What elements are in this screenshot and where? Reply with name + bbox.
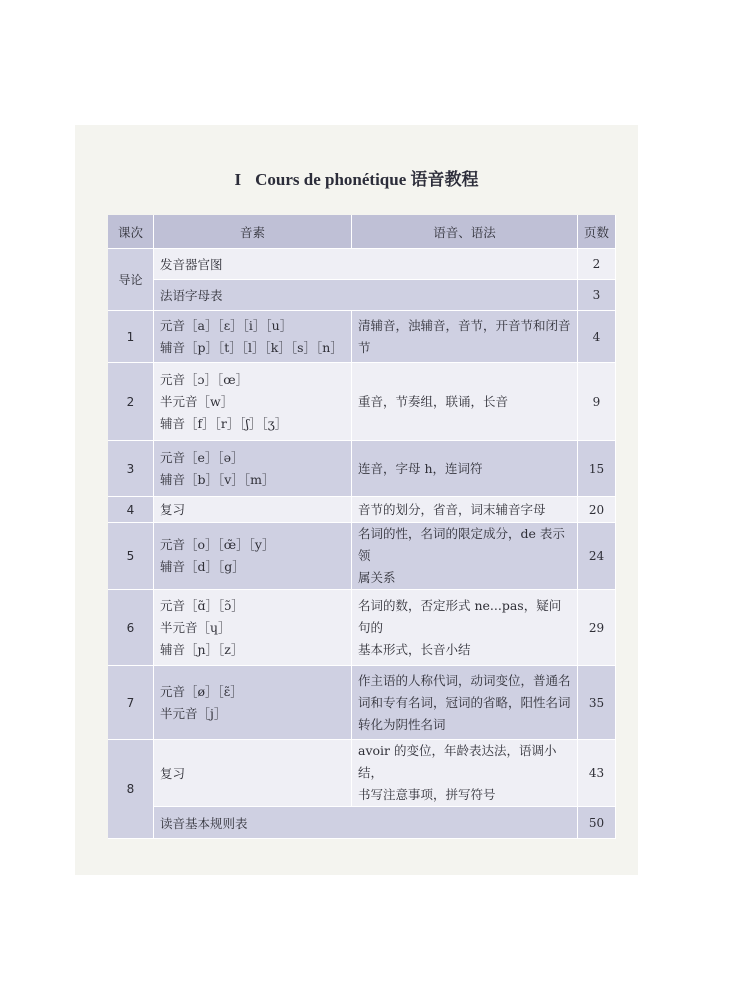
lesson-row <box>108 311 616 363</box>
phoneme-line: 辅音［b］［v］［m］ <box>160 471 275 487</box>
table-header-row <box>108 215 616 249</box>
grammar-line: avoir 的变位，年龄表达法，语调小结， <box>358 743 557 780</box>
phoneme-line: 辅音［d］［g］ <box>160 559 245 574</box>
lesson-number: 7 <box>108 666 154 740</box>
phoneme-line: 元音［ɑ̃］［ɔ̃］ <box>160 597 244 613</box>
lesson-page: 20 <box>578 497 616 523</box>
lesson-number: 3 <box>108 441 154 497</box>
grammar-line: 名词的数，否定形式 ne...pas，疑问句的 <box>358 597 562 635</box>
phoneme-line: 元音［o］［œ̃］［y］ <box>160 537 275 552</box>
lesson-number: 4 <box>108 497 154 523</box>
lesson-grammar <box>352 363 578 441</box>
grammar-line: 清辅音，浊辅音，音节，开音节和闭音节 <box>358 317 571 355</box>
lesson-grammar <box>352 666 578 740</box>
lesson-phonemes <box>154 590 352 666</box>
phoneme-line: 半元音［w］ <box>160 393 234 409</box>
lesson-8-review-row <box>108 740 616 807</box>
phoneme-line: 元音［ø］［ε̃］ <box>160 683 243 699</box>
intro-lesson-cell: 导论 <box>108 249 154 311</box>
lesson-page: 29 <box>578 590 616 666</box>
header-phoneme: 音素 <box>154 215 352 249</box>
lesson-number: 1 <box>108 311 154 363</box>
lesson-phonemes <box>154 666 352 740</box>
lesson-page: 35 <box>578 666 616 740</box>
lesson-8-review: 复习 <box>154 740 352 807</box>
lesson-page: 9 <box>578 363 616 441</box>
grammar-line: 音节的划分，省音，词末辅音字母 <box>358 501 546 517</box>
lesson-page: 4 <box>578 311 616 363</box>
phoneme-line: 元音［e］［ə］ <box>160 449 244 465</box>
grammar-line: 转化为阴性名词 <box>358 716 446 732</box>
lesson-phonemes <box>154 497 352 523</box>
contents-table <box>108 215 616 839</box>
lesson-row <box>108 590 616 666</box>
lesson-row <box>108 497 616 523</box>
lesson-phonemes <box>154 363 352 441</box>
lesson-phonemes <box>154 311 352 363</box>
phoneme-line: 辅音［f］［r］［ʃ］［ʒ］ <box>160 415 288 431</box>
header-lesson: 课次 <box>108 215 154 249</box>
rules-page: 50 <box>578 807 616 839</box>
intro-row <box>108 280 616 311</box>
lesson-row <box>108 666 616 740</box>
lesson-phonemes <box>154 523 352 590</box>
grammar-line: 作主语的人称代词，动词变位，普通名 <box>358 672 571 688</box>
intro-item-label: 发音器官图 <box>154 249 578 280</box>
lesson-number: 6 <box>108 590 154 666</box>
lesson-grammar <box>352 497 578 523</box>
lesson-page: 24 <box>578 523 616 590</box>
grammar-line: 重音，节奏组，联诵，长音 <box>358 393 509 409</box>
lesson-grammar <box>352 441 578 497</box>
intro-item-page: 2 <box>578 249 616 280</box>
lesson-8-page: 43 <box>578 740 616 807</box>
lesson-8-number: 8 <box>108 740 154 839</box>
lesson-page: 15 <box>578 441 616 497</box>
grammar-line: 属关系 <box>358 570 396 585</box>
lesson-grammar <box>352 311 578 363</box>
lesson-number: 2 <box>108 363 154 441</box>
lesson-phonemes <box>154 441 352 497</box>
phoneme-line: 半元音［j］ <box>160 705 227 721</box>
grammar-line: 词和专有名词，冠词的省略，阳性名词 <box>358 694 571 710</box>
page-title <box>75 165 638 190</box>
phoneme-line: 辅音［p］［t］［l］［k］［s］［n］ <box>160 339 343 355</box>
grammar-line: 名词的性，名词的限定成分，de 表示领 <box>358 526 565 563</box>
lesson-grammar <box>352 523 578 590</box>
phoneme-line: 辅音［ɲ］［z］ <box>160 641 244 657</box>
phoneme-line: 元音［a］［ε］［i］［u］ <box>160 317 293 333</box>
header-grammar: 语音、语法 <box>352 215 578 249</box>
phoneme-line: 复习 <box>160 501 186 517</box>
grammar-line: 书写注意事项，拼写符号 <box>358 787 496 802</box>
lesson-8-grammar <box>352 740 578 807</box>
lesson-row <box>108 441 616 497</box>
rules-row <box>108 807 616 839</box>
rules-label: 读音基本规则表 <box>154 807 578 839</box>
title-text: Cours de phonétique 语音教程 <box>255 170 479 189</box>
lesson-number: 5 <box>108 523 154 590</box>
lesson-row <box>108 523 616 590</box>
intro-row <box>108 249 616 280</box>
intro-item-label: 法语字母表 <box>154 280 578 311</box>
lesson-grammar <box>352 590 578 666</box>
header-page: 页数 <box>578 215 616 249</box>
phoneme-line: 元音［ɔ］［œ］ <box>160 371 249 387</box>
title-roman-numeral: I <box>234 170 242 189</box>
book-page <box>75 125 638 875</box>
grammar-line: 基本形式，长音小结 <box>358 641 471 657</box>
intro-item-page: 3 <box>578 280 616 311</box>
phoneme-line: 半元音［ɥ］ <box>160 619 231 635</box>
grammar-line: 连音，字母 h，连词符 <box>358 460 483 476</box>
lesson-row <box>108 363 616 441</box>
